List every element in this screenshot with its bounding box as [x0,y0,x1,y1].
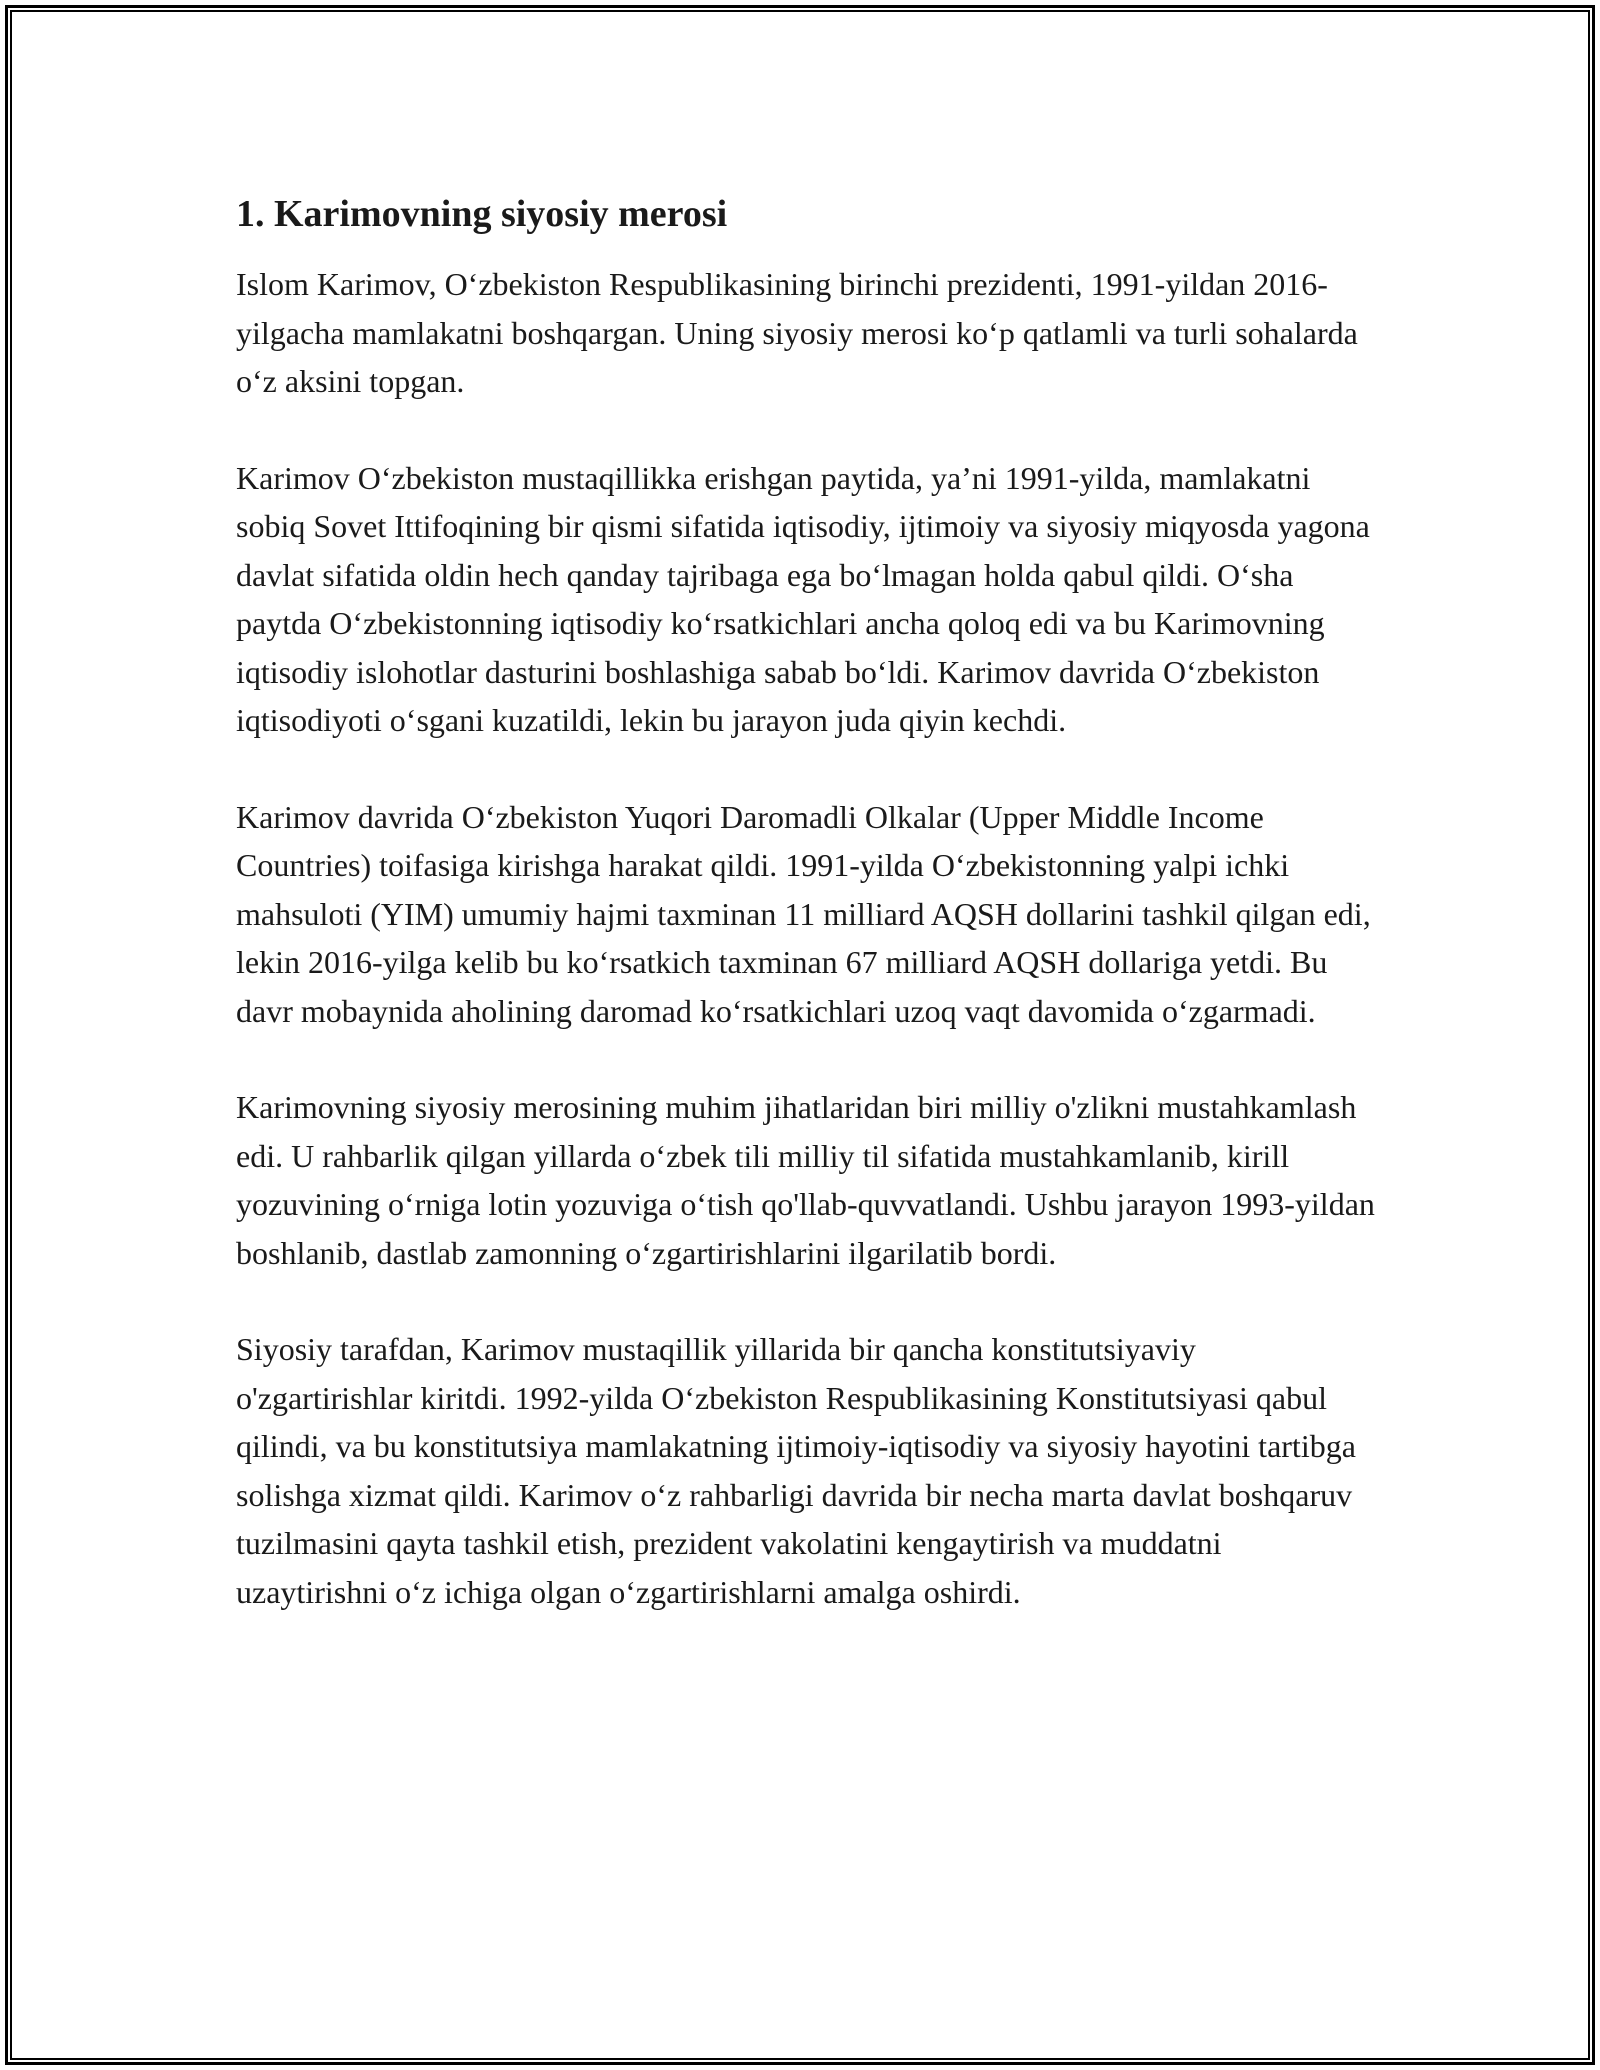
section-heading: 1. Karimovning siyosiy merosi [236,193,728,235]
paragraph-national-identity: Karimovning siyosiy merosining muhim jihatlaridan biri milliy o'zlikni mustahkamlash edi. U rahbarlik qilgan yillarda o‘zbek tili milliy til sifatida mustahkamlanib, kirill yozuvining o‘rniga lotin yozuviga o‘tish qo'llab-quvvatlandi. Ushbu jarayon 1993-yildan boshlanib, dastlab zamonning o‘zgartirishlarini ilgarilatib bordi. [236,1089,1375,1271]
document-body [236,186,1376,1664]
paragraph-constitution: Siyosiy tarafdan, Karimov mustaqillik yillarida bir qancha konstitutsiyaviy o'zgartirishlar kiritdi. 1992-yilda O‘zbekiston Respublikasining Konstitutsiyasi qabul qilindi, va bu konstitutsiya mamlakatning ijtimoiy-iqtisodiy va siyosiy hayotini tartibga solishga xizmat qildi. Karimov o‘z rahbarligi davrida bir necha marta davlat boshqaruv tuzilmasini qayta tashkil etish, prezident vakolatini kengaytirish va muddatni uzaytirishni o‘z ichiga olgan o‘zgartirishlarni amalga oshirdi. [236,1331,1356,1610]
paragraph-intro: Islom Karimov, O‘zbekiston Respublikasining birinchi prezidenti, 1991-yildan 2016-yilgacha mamlakatni boshqargan. Uning siyosiy merosi ko‘p qatlamli va turli sohalarda o‘z aksini topgan. [236,266,1358,399]
paragraph-independence: Karimov O‘zbekiston mustaqillikka erishgan paytida, ya’ni 1991-yilda, mamlakatni sobiq Sovet Ittifoqining bir qismi sifatida iqtisodiy, ijtimoiy va siyosiy miqyosda yagona davlat sifatida oldin hech qanday tajribaga ega bo‘lmagan holda qabul qildi. O‘sha paytda O‘zbekistonning iqtisodiy ko‘rsatkichlari ancha qoloq edi va bu Karimovning iqtisodiy islohotlar dasturini boshlashiga sabab bo‘ldi. Karimov davrida O‘zbekiston iqtisodiyoti o‘sgani kuzatildi, lekin bu jarayon juda qiyin kechdi. [236,459,1370,738]
paragraph-economy: Karimov davrida O‘zbekiston Yuqori Daromadli Olkalar (Upper Middle Income Countries) toifasiga kirishga harakat qildi. 1991-yilda O‘zbekistonning yalpi ichki mahsuloti (YIM) umumiy hajmi taxminan 11 milliard AQSH dollarini tashkil qilgan edi, lekin 2016-yilga kelib bu ko‘rsatkich taxminan 67 milliard AQSH dollariga yetdi. Bu davr mobaynida aholining daromad ko‘rsatkichlari uzoq vaqt davomida o‘zgarmadi. [236,798,1371,1029]
